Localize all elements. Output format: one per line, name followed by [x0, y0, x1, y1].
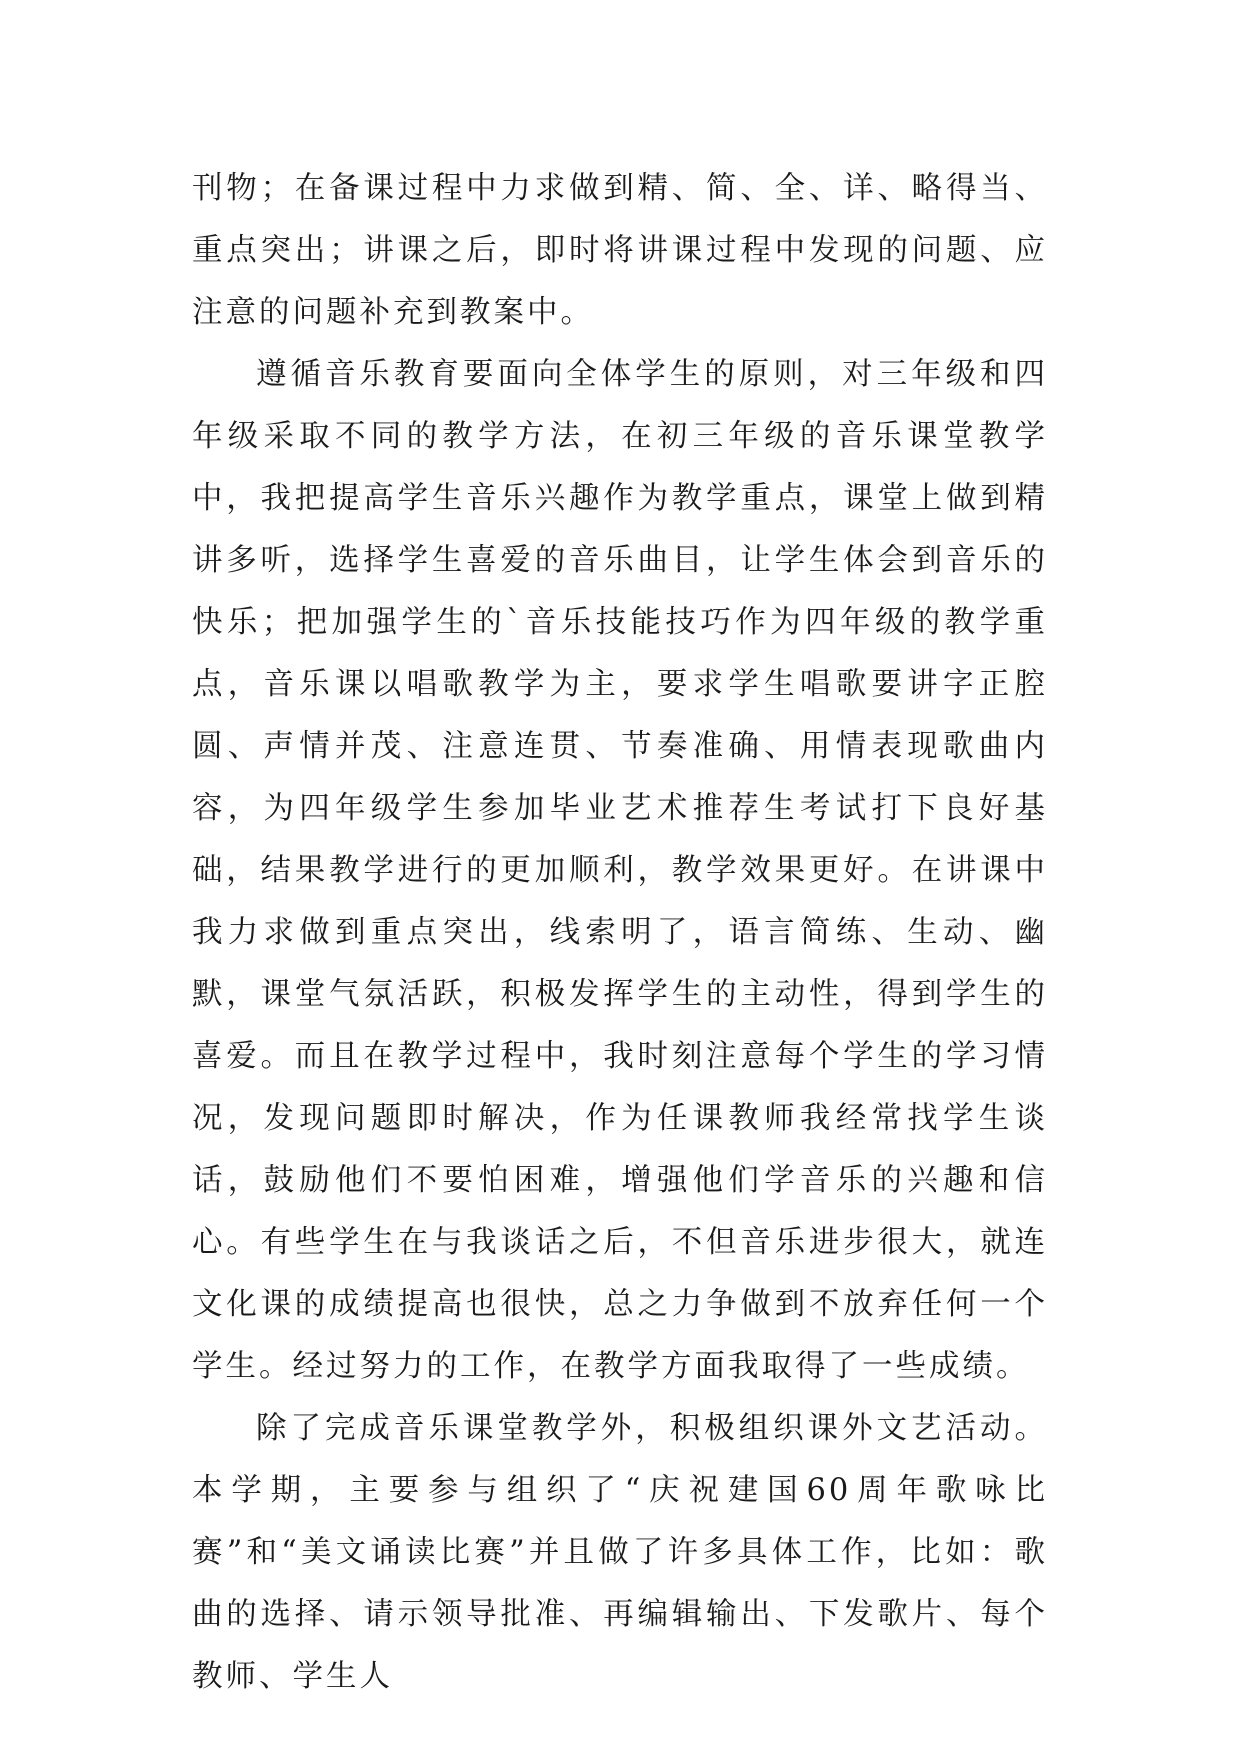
paragraph-1: 刊物；在备课过程中力求做到精、简、全、详、略得当、重点突出；讲课之后，即时将讲课过程中发现的问题、应注意的问题补充到教案中。 [192, 171, 1048, 330]
paragraph-2: 遵循音乐教育要面向全体学生的原则，对三年级和四年级采取不同的教学方法，在初三年级的音乐课堂教学中，我把提高学生音乐兴趣作为教学重点，课堂上做到精讲多听，选择学生喜爱的音乐曲目，让学生体会到音乐的快乐；把加强学生的`音乐技能技巧作为四年级的教学重点，音乐课以唱歌教学为主，要求学生唱歌要讲字正腔圆、声情并茂、注意连贯、节奏准确、用情表现歌曲内容，为四年级学生参加毕业艺术推荐生考试打下良好基础，结果教学进行的更加顺利，教学效果更好。在讲课中我力求做到重点突出，线索明了，语言简练、生动、幽默，课堂气氛活跃，积极发挥学生的主动性，得到学生的喜爱。而且在教学过程中，我时刻注意每个学生的学习情况，发现问题即时解决，作为任课教师我经常找学生谈话，鼓励他们不要怕困难，增强他们学音乐的兴趣和信心。有些学生在与我谈话之后，不但音乐进步很大，就连文化课的成绩提高也很快，总之力争做到不放弃任何一个学生。经过努力的工作，在教学方面我取得了一些成绩。 [192, 357, 1048, 1384]
paragraph-3: 除了完成音乐课堂教学外，积极组织课外文艺活动。本学期，主要参与组织了“庆祝建国60周年歌咏比赛”和“美文诵读比赛”并且做了许多具体工作，比如：歌曲的选择、请示领导批准、再编辑输出、下发歌片、每个教师、学生人 [192, 1411, 1048, 1694]
document-page [192, 158, 1048, 1708]
